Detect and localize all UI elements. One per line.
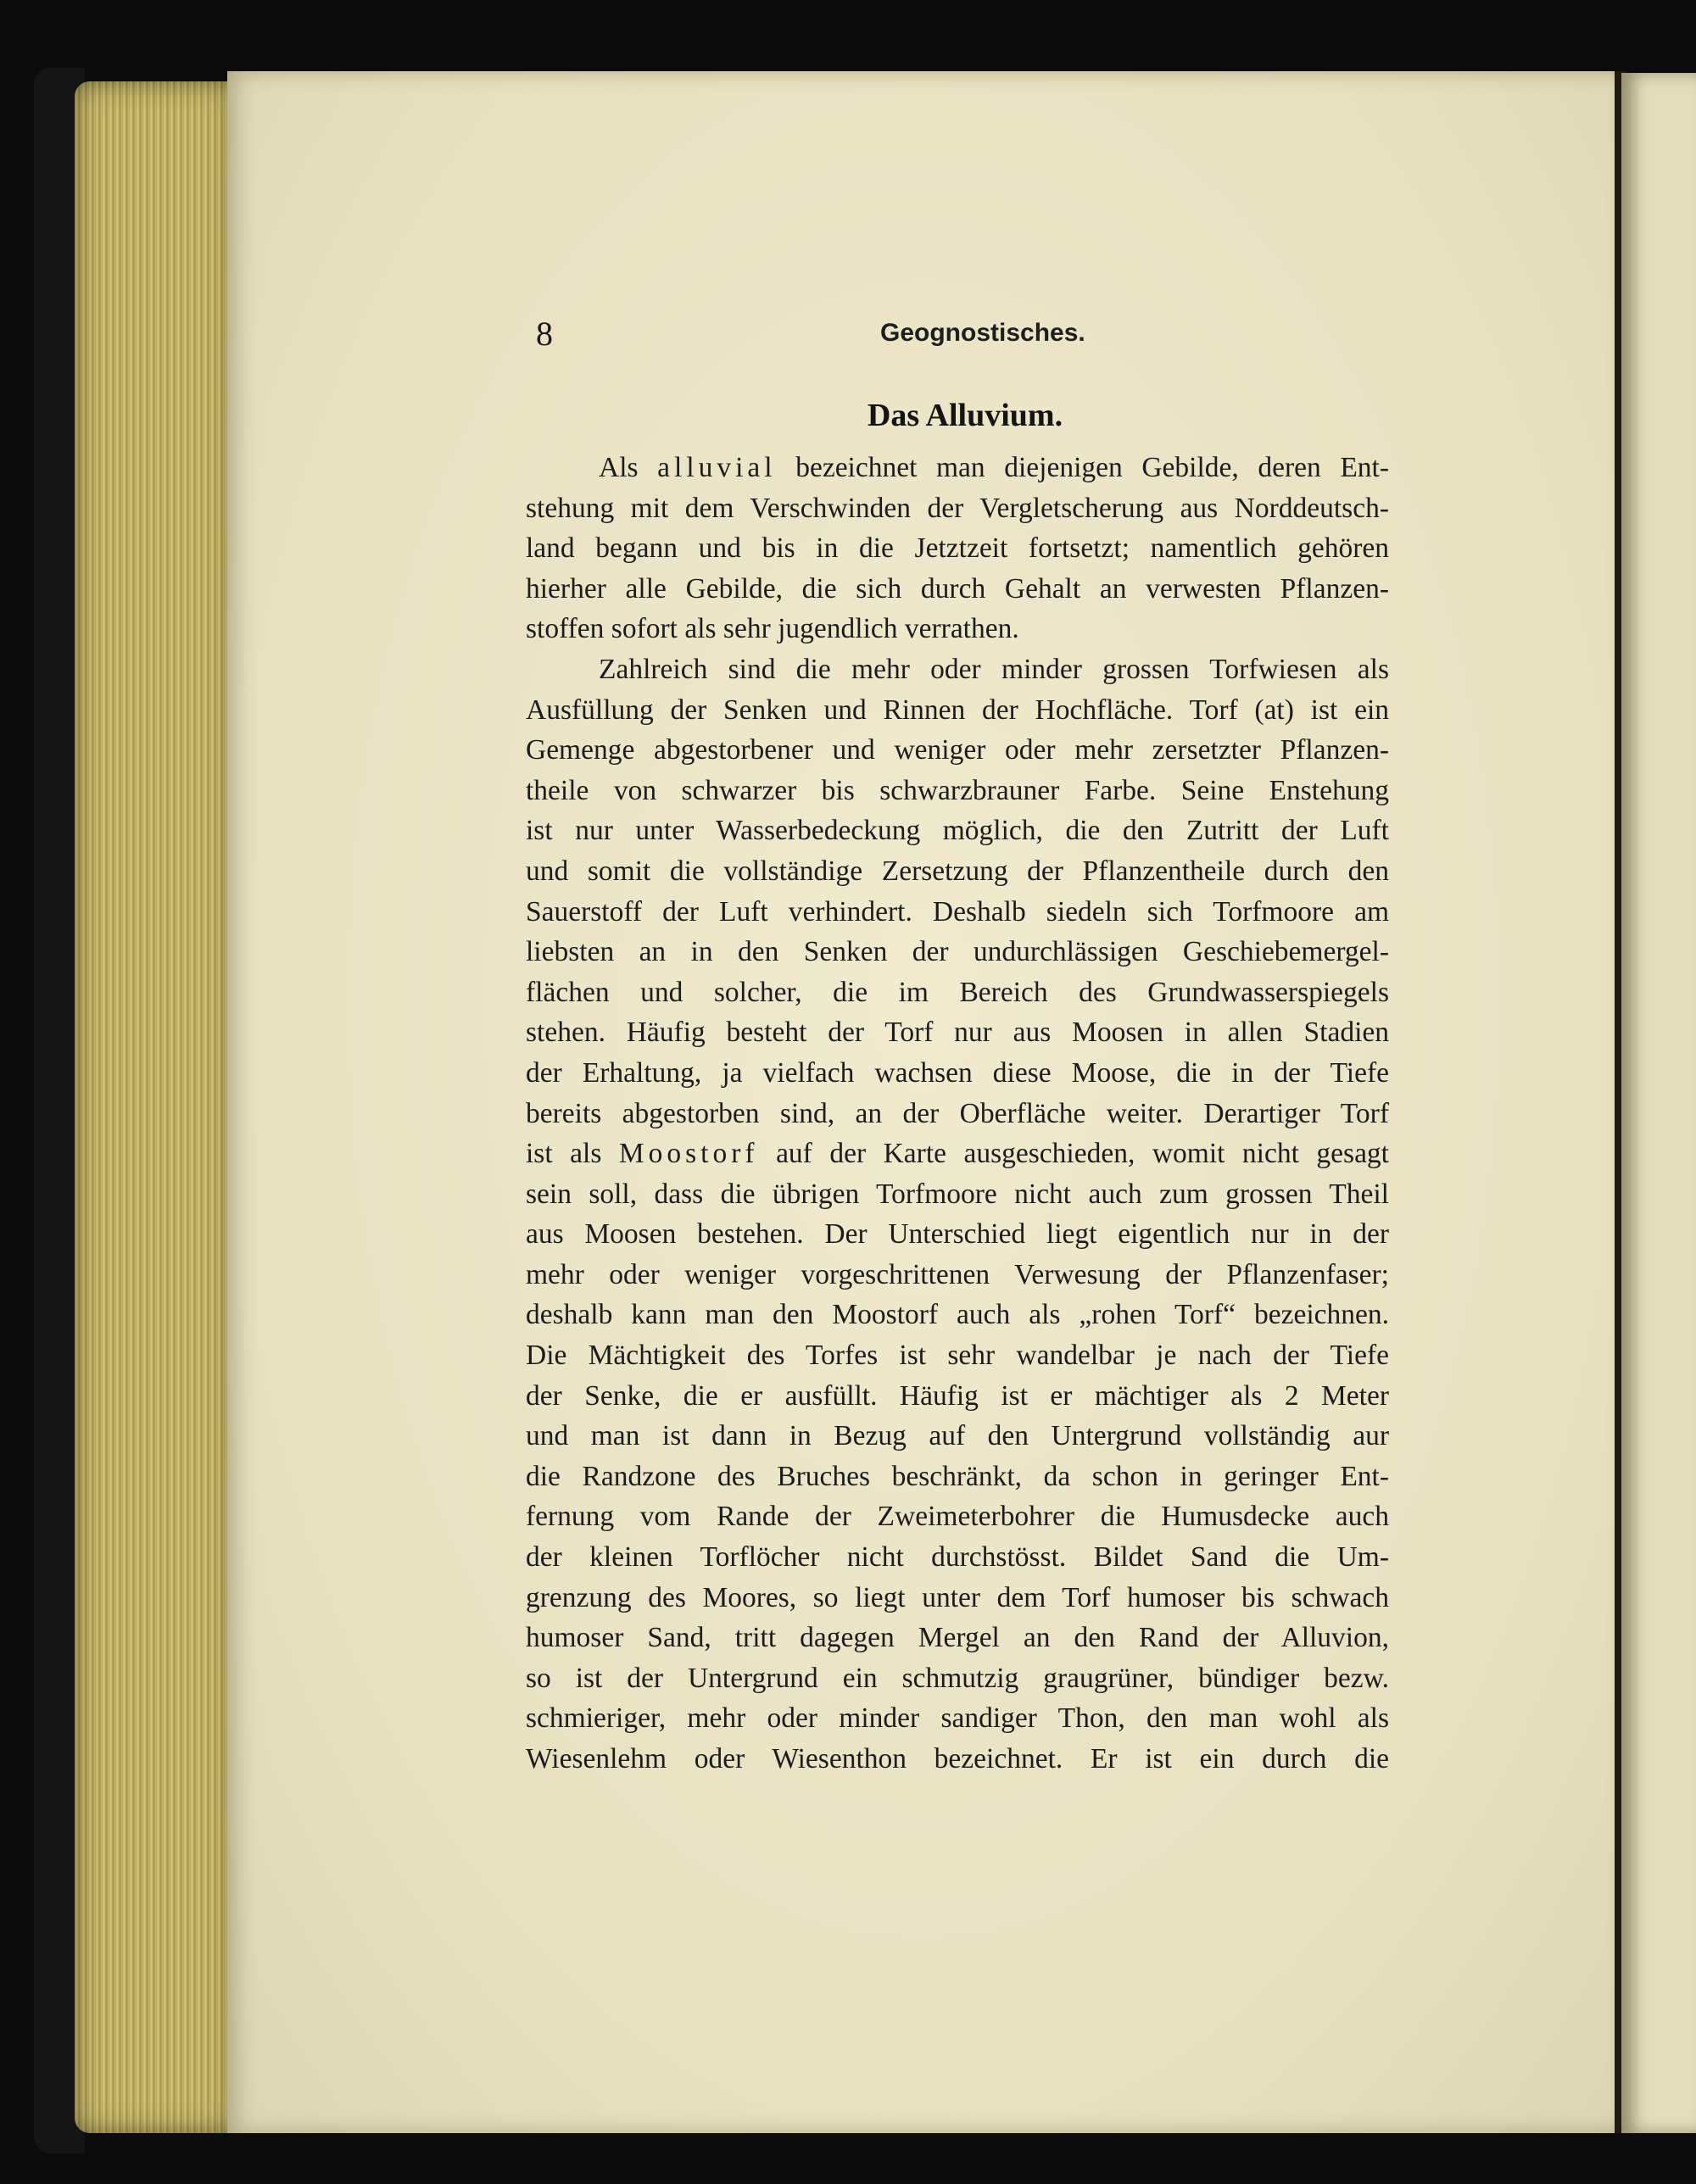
text-line: Als alluvial bezeichnet man diejenigen Gebilde, deren Ent- [599,452,1390,483]
text-line: stehung mit dem Verschwinden der Vergletscherung aus Norddeutsch- [526,492,1389,524]
text-line: bereits abgestorben sind, an der Oberfläche weiter. Derartiger Torf [526,1097,1389,1129]
text-line: grenzung des Moores, so liegt unter dem Torf humoser bis schwach [526,1581,1389,1613]
text-line: Gemenge abgestorbener und weniger oder mehr zersetzter Pflanzen- [526,734,1389,766]
text-line: die Randzone des Bruches beschränkt, da schon in geringer Ent- [526,1460,1389,1492]
text-line: sein soll, dass die übrigen Torfmoore nicht auch zum grossen Theil [526,1178,1389,1210]
text-line: theile von schwarzer bis schwarzbrauner Farbe. Seine Enstehung [526,774,1389,806]
text-line: der kleinen Torflöcher nicht durchstösst. Bildet Sand die Um- [526,1541,1389,1574]
body-text [526,448,1389,1780]
text-line: Die Mächtigkeit des Torfes ist sehr wandelbar je nach der Tiefe [526,1340,1389,1372]
text-line: deshalb kann man den Moostorf auch als „rohen Torf“ bezeichnen. [526,1299,1389,1331]
text-line: hierher alle Gebilde, die sich durch Gehalt an verwesten Pflanzen- [526,572,1389,604]
text-line: fernung vom Rande der Zweimeterbohrer die Humusdecke auch [526,1501,1389,1533]
text-line: humoser Sand, tritt dagegen Mergel an den Rand der Alluvion, [526,1622,1389,1654]
text-line: liebsten an in den Senken der undurchlässigen Geschiebemergel- [526,936,1389,968]
text-line: Ausfüllung der Senken und Rinnen der Hochfläche. Torf (at) ist ein [526,694,1389,726]
text-line: und somit die vollständige Zersetzung der Pflanzentheile durch den [526,855,1389,887]
page-number: 8 [536,315,553,353]
text-line: stoffen sofort als sehr jugendlich verrathen. [526,613,1019,645]
text-line: schmieriger, mehr oder minder sandiger Thon, den man wohl als [526,1702,1389,1735]
page-header [533,314,1398,356]
text-line: Wiesenlehm oder Wiesenthon bezeichnet. Er ist ein durch die [526,1743,1389,1774]
text-line: und man ist dann in Bezug auf den Untergrund vollständig aur [526,1420,1389,1452]
text-line: mehr oder weniger vorgeschrittenen Verwesung der Pflanzenfaser; [526,1258,1389,1290]
text-line: aus Moosen bestehen. Der Unterschied liegt eigentlich nur in der [526,1218,1389,1251]
text-line: Sauerstoff der Luft verhindert. Deshalb siedeln sich Torfmoore am [526,895,1389,928]
page-block-edges [75,81,234,2133]
text-line: stehen. Häufig besteht der Torf nur aus Moosen in allen Stadien [526,1017,1389,1049]
text-line: der Senke, die er ausfüllt. Häufig ist er mächtiger als 2 Meter [526,1379,1389,1412]
text-line: flächen und solcher, die im Bereich des Grundwasserspiegels [526,976,1389,1008]
section-title: Das Alluvium. [867,398,1063,433]
emphasis-spaced: alluvial [657,452,777,483]
text-line: ist als Moostorf auf der Karte ausgeschieden, womit nicht gesagt [526,1138,1389,1170]
text-line: land begann und bis in die Jetztzeit fortsetzt; namentlich gehören [526,532,1389,565]
text-line: so ist der Untergrund ein schmutzig graugrüner, bündiger bezw. [526,1662,1389,1694]
emphasis-spaced: Moostorf [618,1138,759,1170]
facing-page-edge [1621,73,1696,2133]
text-line: Zahlreich sind die mehr oder minder grossen Torfwiesen als [599,653,1389,685]
text-line: der Erhaltung, ja vielfach wachsen diese Moose, die in der Tiefe [526,1056,1389,1089]
text-line: ist nur unter Wasserbedeckung möglich, die den Zutritt der Luft [526,815,1389,847]
running-head: Geognostisches. [880,319,1085,347]
